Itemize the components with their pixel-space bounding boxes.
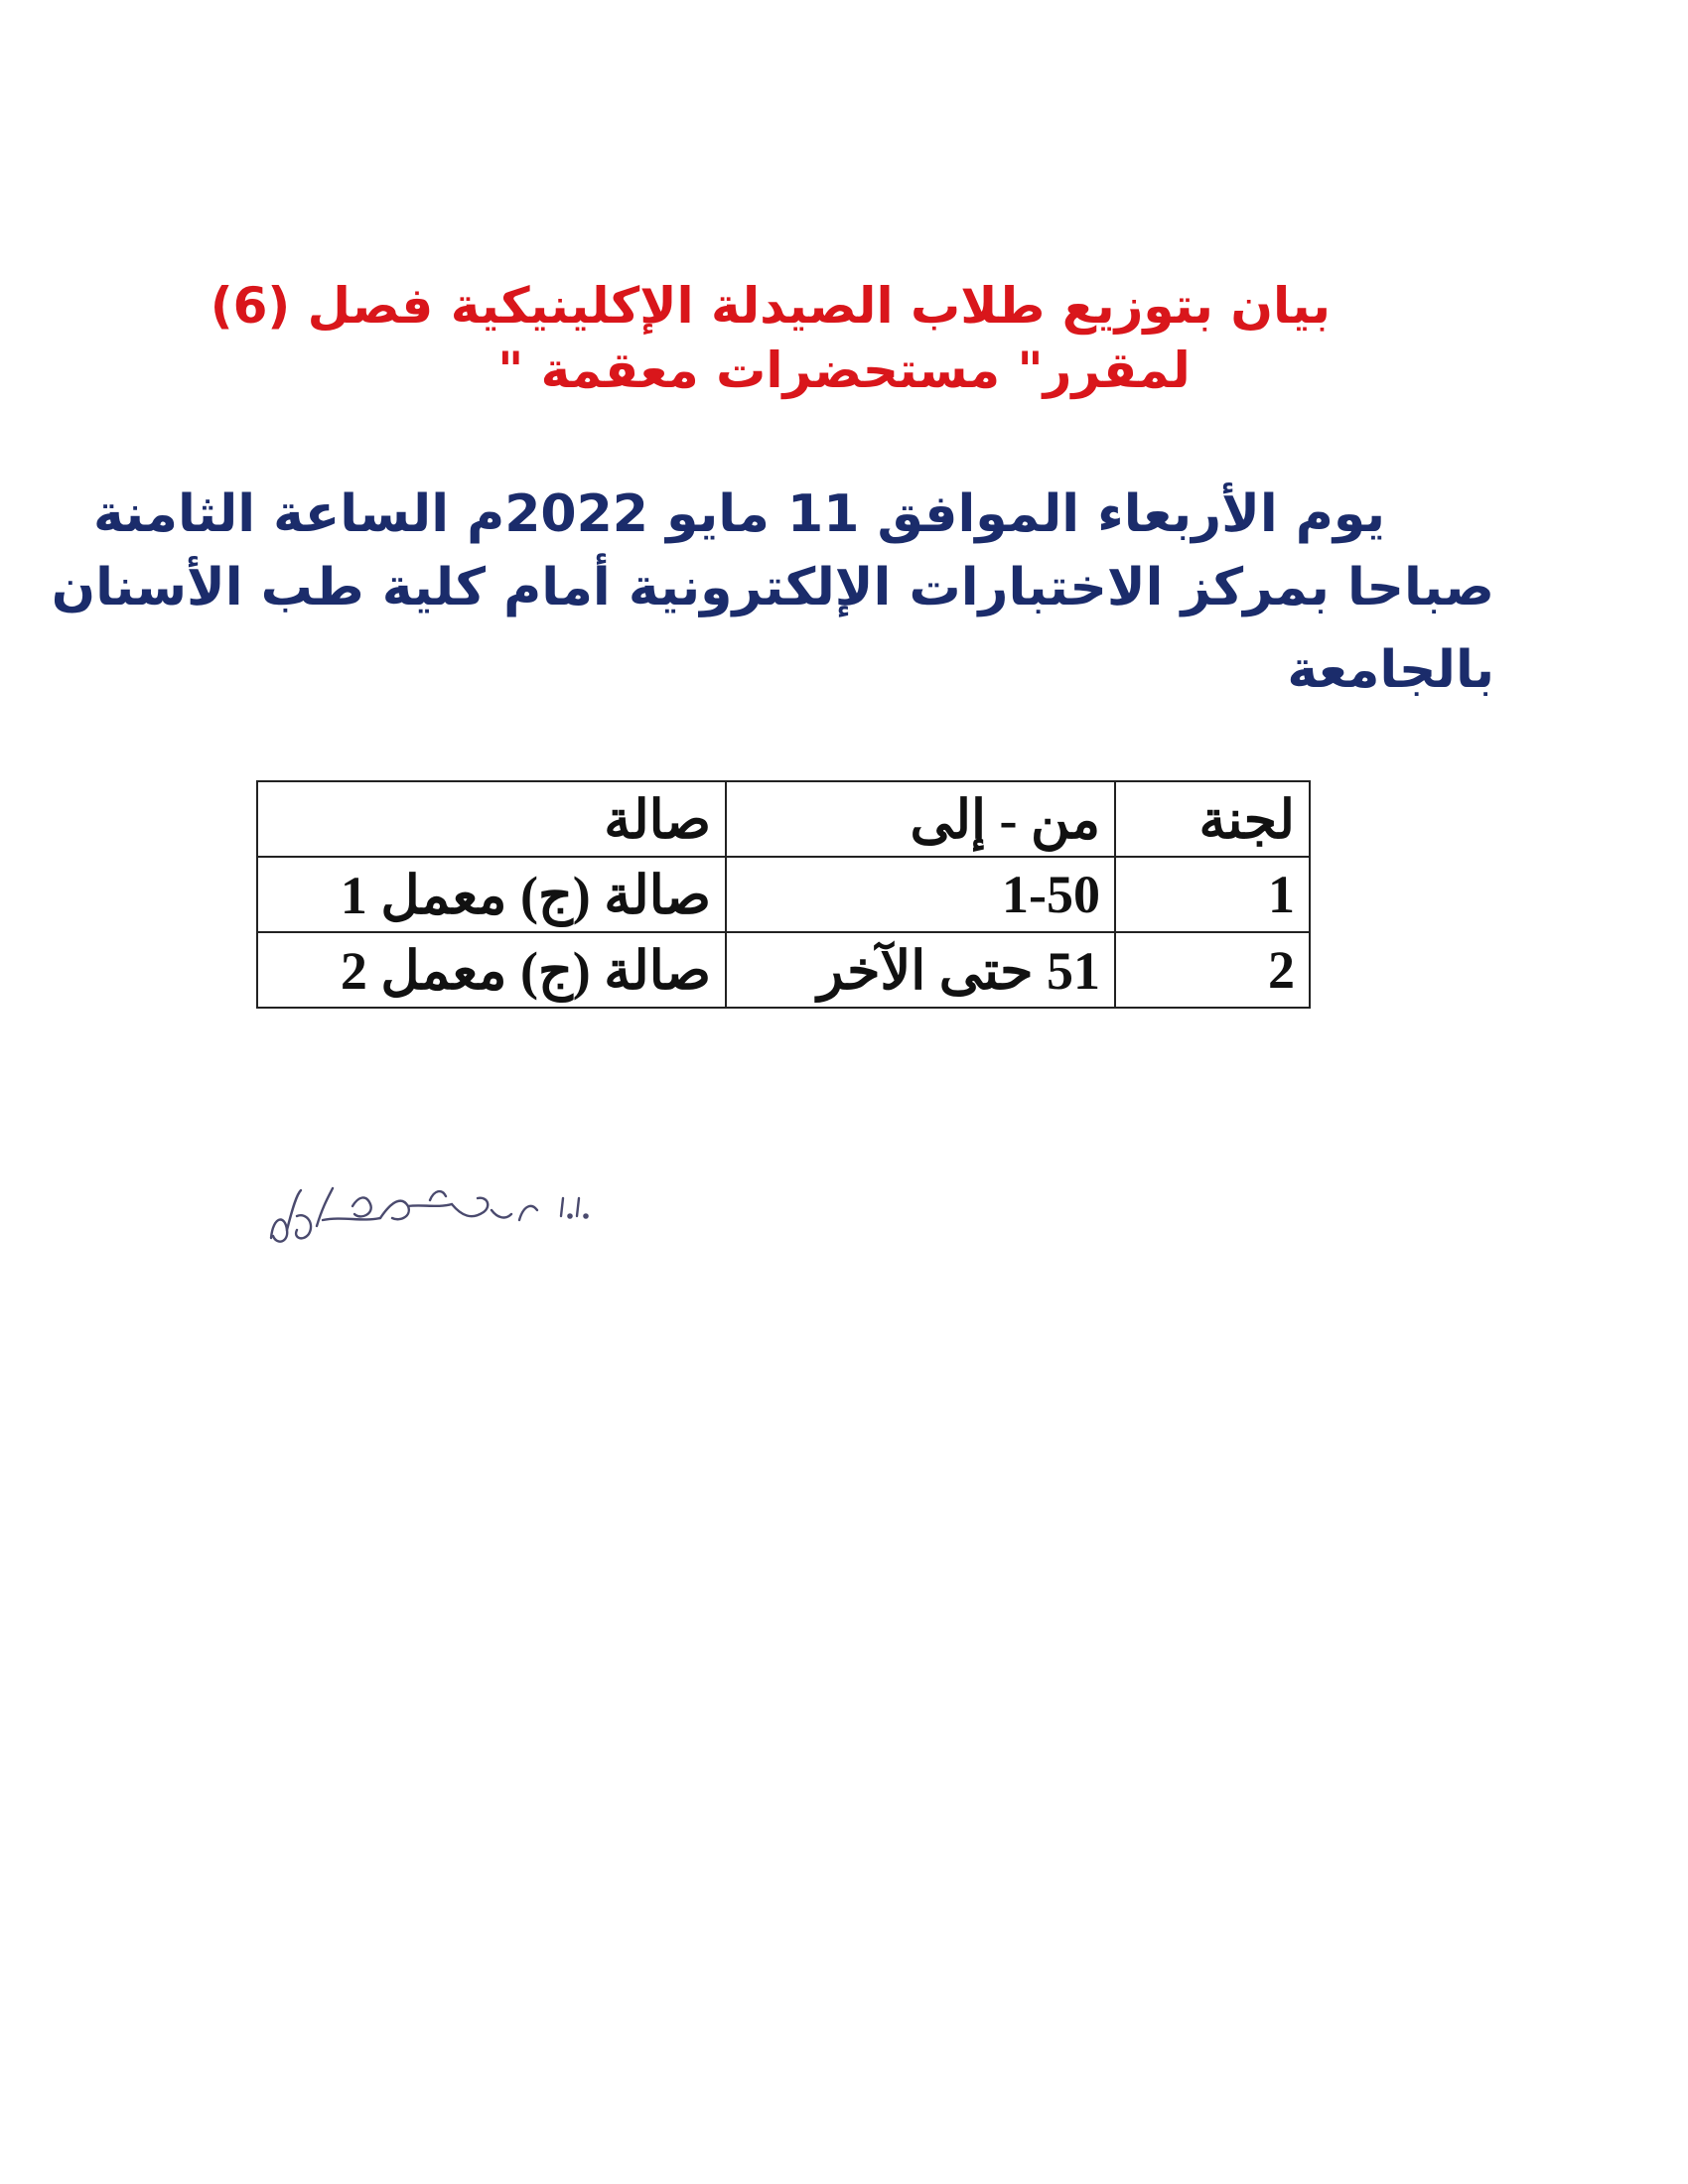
table-cell-committee: 1: [1115, 857, 1310, 932]
intro-line1: يوم الأربعاء الموافق 11 مايو 2022م الساعة الثامنة: [93, 484, 1385, 544]
table-row: [257, 932, 1310, 1008]
document-title-line2: لمقرر" مستحضرات معقمة ": [497, 341, 1191, 399]
header-cell-committee: لجنة: [1115, 781, 1310, 857]
table-cell-committee: 2: [1115, 932, 1310, 1008]
header-cell-range: من - إلى: [726, 781, 1115, 857]
intro-line3: بالجامعة: [1287, 640, 1494, 700]
header-cell-hall: صالة: [257, 781, 726, 857]
table-cell-range: 51 حتى الآخر: [726, 932, 1115, 1008]
table-header-row: [257, 781, 1310, 857]
table-cell-hall: صالة (ج) معمل 1: [257, 857, 726, 932]
table-cell-range: 1-50: [726, 857, 1115, 932]
table-row: [257, 857, 1310, 932]
handwritten-signature: [263, 1176, 601, 1256]
document-title-line1: بيان بتوزيع طلاب الصيدلة الإكلينيكية فصل (6): [210, 277, 1331, 335]
intro-line2: صباحا بمركز الاختبارات الإلكترونية أمام كلية طب الأسنان: [51, 558, 1494, 617]
table-cell-hall: صالة (ج) معمل 2: [257, 932, 726, 1008]
distribution-table: [256, 780, 1311, 1009]
